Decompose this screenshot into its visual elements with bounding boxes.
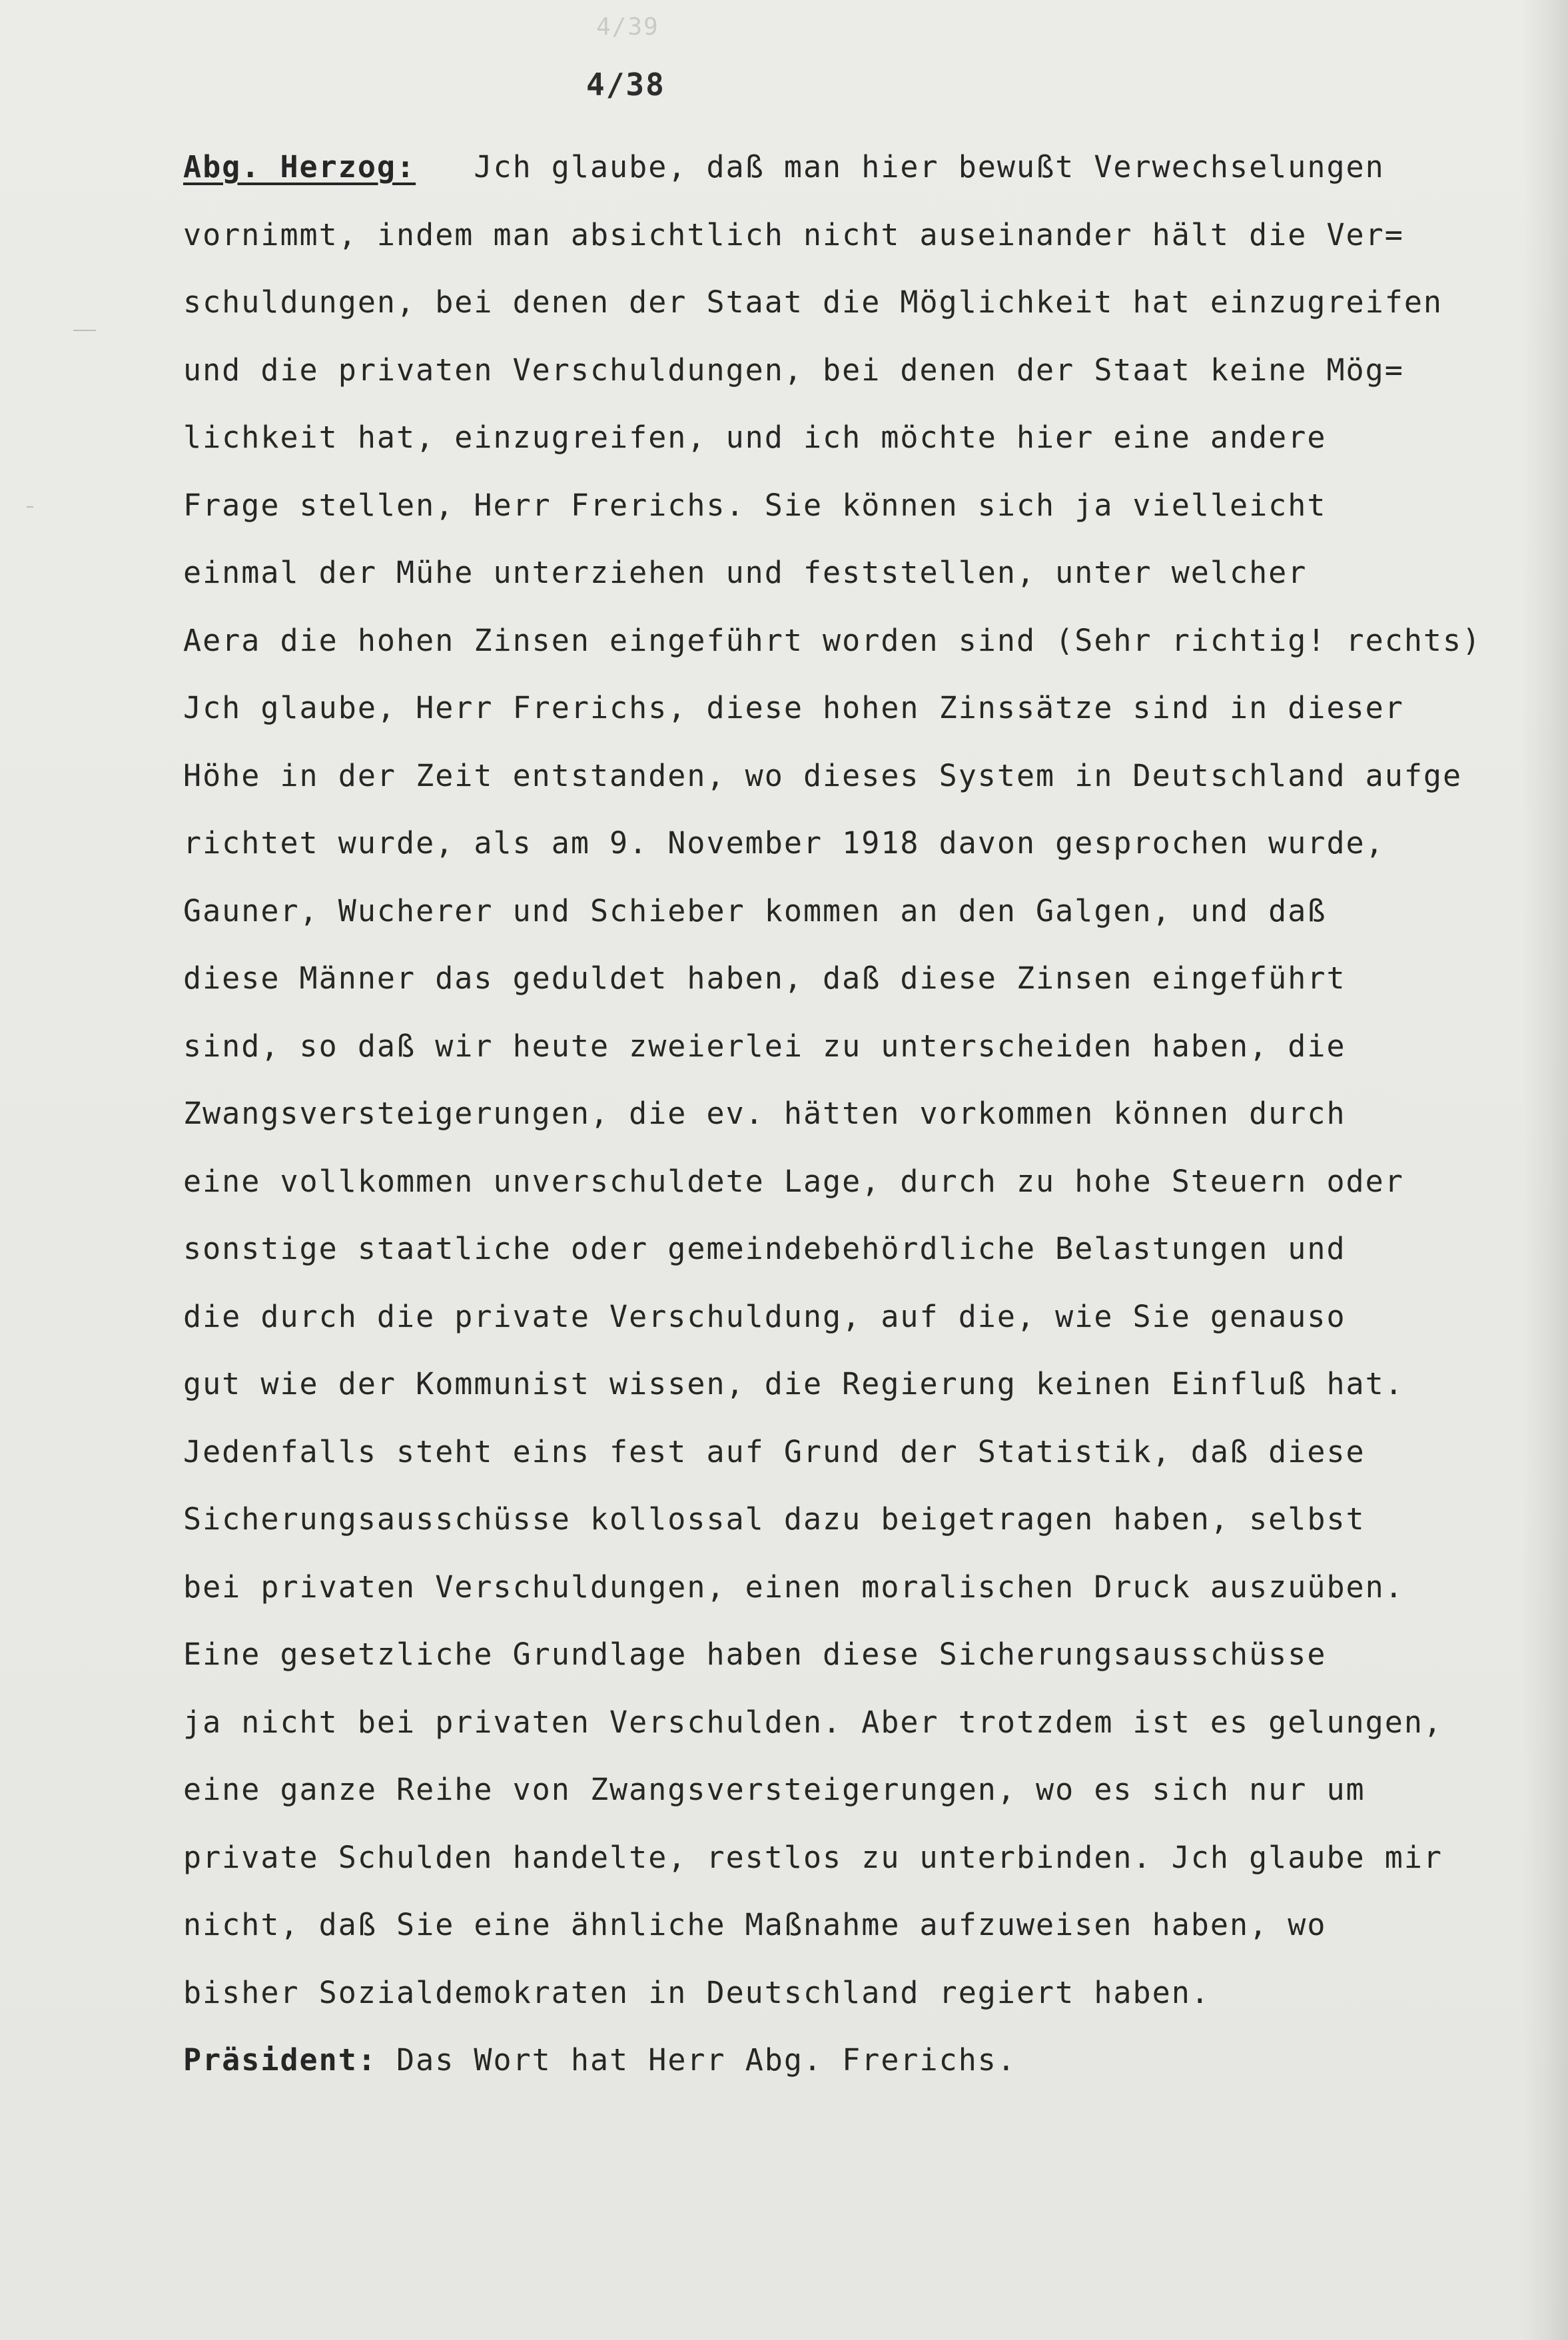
transcript-line: sonstige staatliche oder gemeindebehördliche Belastungen und [183, 1231, 1346, 1266]
transcript-line: Zwangsversteigerungen, die ev. hätten vorkommen können durch [183, 1096, 1346, 1131]
transcript-line: lichkeit hat, einzugreifen, und ich möchte hier eine andere [183, 420, 1327, 455]
transcript-line: private Schulden handelte, restlos zu unterbinden. Jch glaube mir [183, 1839, 1443, 1875]
transcript-line: schuldungen, bei denen der Staat die Möglichkeit hat einzugreifen [183, 284, 1443, 320]
transcript-line: eine vollkommen unverschuldete Lage, durch zu hohe Steuern oder [183, 1163, 1404, 1199]
ghost-page-number: 4/39 [596, 13, 659, 41]
transcript-line: Frage stellen, Herr Frerichs. Sie können sich ja vielleicht [183, 487, 1327, 523]
transcript-line: Eine gesetzliche Grundlage haben diese Sicherungsausschüsse [183, 1637, 1327, 1672]
margin-mark [27, 506, 33, 508]
transcript-line: die durch die private Verschuldung, auf die, wie Sie genauso [183, 1298, 1346, 1334]
transcript-line [183, 2026, 1555, 2094]
transcript-line: gut wie der Kommunist wissen, die Regierung keinen Einfluß hat. [183, 1366, 1404, 1401]
transcript-line: Höhe in der Zeit entstanden, wo dieses System in Deutschland aufge [183, 757, 1463, 793]
transcript-line: und die privaten Verschuldungen, bei denen der Staat keine Mög= [183, 352, 1404, 388]
closing-statement: Das Wort hat Herr Abg. Frerichs. [396, 2042, 1016, 2078]
speaker-label: Präsident: [183, 2042, 377, 2078]
page-number: 4/38 [586, 67, 665, 103]
transcript-line: Jch glaube, Herr Frerichs, diese hohen Zinssätze sind in dieser [183, 690, 1404, 725]
transcript-line: Aera die hohen Zinsen eingeführt worden sind (Sehr richtig! rechts) [183, 622, 1482, 658]
transcript-line: nicht, daß Sie eine ähnliche Maßnahme aufzuweisen haben, wo [183, 1907, 1327, 1942]
transcript-line: sind, so daß wir heute zweierlei zu unterscheiden haben, die [183, 1028, 1346, 1064]
transcript-line: Abg. Herzog: Jch glaube, daß man hier bewußt Verwechselungen [183, 149, 1385, 185]
transcript-line: vornimmt, indem man absichtlich nicht auseinander hält die Ver= [183, 216, 1404, 252]
transcript-line: einmal der Mühe unterziehen und feststellen, unter welcher [183, 555, 1308, 590]
transcript-line: richtet wurde, als am 9. November 1918 davon gesprochen wurde, [183, 825, 1385, 861]
transcript-line: Sicherungsausschüsse kollossal dazu beigetragen haben, selbst [183, 1501, 1366, 1537]
transcript-line: bisher Sozialdemokraten in Deutschland regiert haben. [183, 1974, 1210, 2010]
transcript-line: eine ganze Reihe von Zwangsversteigerungen, wo es sich nur um [183, 1772, 1366, 1807]
transcript-line: Gauner, Wucherer und Schieber kommen an den Galgen, und daß [183, 893, 1327, 929]
transcript-line: ja nicht bei privaten Verschulden. Aber trotzdem ist es gelungen, [183, 1704, 1443, 1740]
transcript-text [183, 133, 1555, 2094]
speaker-label: Abg. Herzog: [183, 149, 416, 185]
transcript-line: bei privaten Verschuldungen, einen moralischen Druck auszuüben. [183, 1569, 1404, 1605]
transcript-line: diese Männer das geduldet haben, daß diese Zinsen eingeführt [183, 961, 1346, 996]
transcript-line: Jedenfalls steht eins fest auf Grund der Statistik, daß diese [183, 1433, 1366, 1469]
margin-mark [73, 330, 96, 331]
